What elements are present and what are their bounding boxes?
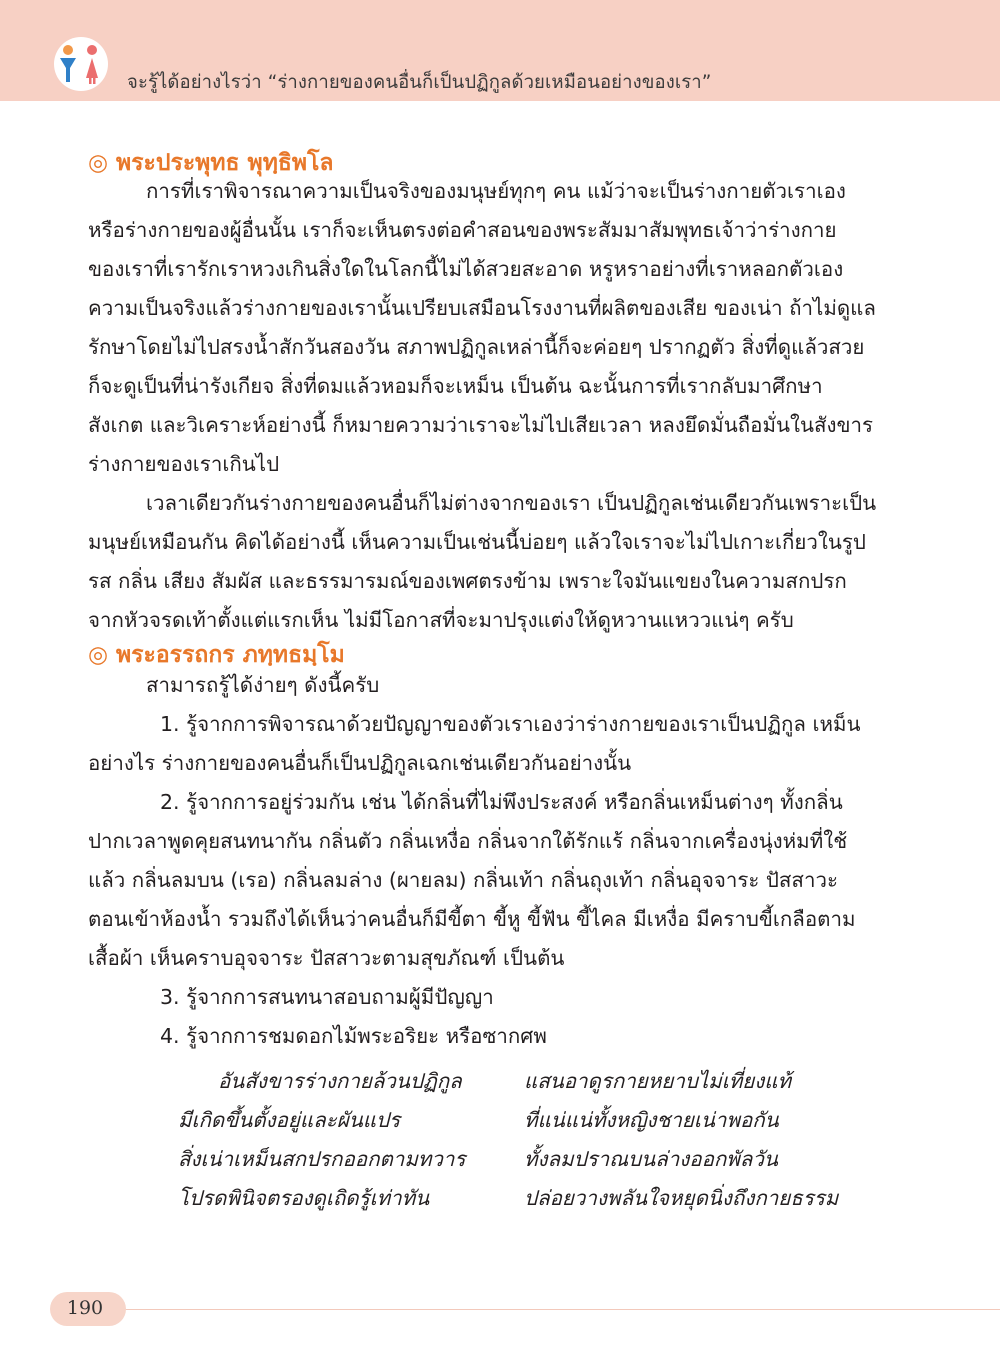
page-number: 190 [66,1297,104,1319]
paragraph-line: รักษาโดยไม่ไปสรงน้ำสักวันสองวัน สภาพปฏิกูลเหล่านี้ก็จะค่อยๆ ปรากฏตัว สิ่งที่ดูแล้วสวย [88,335,865,359]
paragraph-line: อย่างไร ร่างกายของคนอื่นก็เป็นปฏิกูลเฉกเช่นเดียวกันอย่างนั้น [88,751,632,775]
poem-line-left: มีเกิดขึ้นตั้งอยู่และผันแปร [178,1108,400,1132]
section-bullet: ◎ [88,642,109,668]
poem-line-right: ทั้งลมปราณบนล่างออกพัลวัน [524,1147,778,1171]
paragraph-line: ของเราที่เรารักเราหวงเกินสิ่งใดในโลกนี้ไม่ได้สวยสะอาด หรูหราอย่างที่เราหลอกตัวเอง [88,257,844,281]
paragraph-line: ปากเวลาพูดคุยสนทนากัน กลิ่นตัว กลิ่นเหงื่อ กลิ่นจากใต้รักแร้ กลิ่นจากเครื่องนุ่งห่มที่ใช้ [88,829,848,853]
poem-line-left: อันสังขารร่างกายล้วนปฏิกูล [218,1069,462,1093]
header-title: จะรู้ได้อย่างไรว่า “ร่างกายของคนอื่นก็เป็นปฏิกูลด้วยเหมือนอย่างของเรา” [127,72,712,93]
poem-line-left: โปรดพินิจตรองดูเถิดรู้เท่าทัน [178,1186,430,1210]
paragraph-line: จากหัวจรดเท้าตั้งแต่แรกเห็น ไม่มีโอกาสที่จะมาปรุงแต่งให้ดูหวานแหววแน่ๆ ครับ [88,608,794,632]
list-item: 3. รู้จากการสนทนาสอบถามผู้มีปัญญา [160,985,494,1009]
paragraph-line: สามารถรู้ได้ง่ายๆ ดังนี้ครับ [146,673,380,697]
paragraph-line: มนุษย์เหมือนกัน คิดได้อย่างนี้ เห็นความเป็นเช่นนี้บ่อยๆ แล้วใจเราจะไม่ไปเกาะเกี่ยวในรูป [88,530,866,554]
section-bullet: ◎ [88,150,109,176]
two-people-icon [48,36,114,92]
paragraph-line: เสื้อผ้า เห็นคราบอุจจาระ ปัสสาวะตามสุขภัณฑ์ เป็นต้น [88,946,565,970]
list-item: 4. รู้จากการชมดอกไม้พระอริยะ หรือซากศพ [160,1024,547,1048]
footer-rule [120,1309,1000,1310]
poem-line-right: แสนอาดูรกายหยาบไม่เที่ยงแท้ [524,1069,791,1093]
paragraph-line: ตอนเข้าห้องน้ำ รวมถึงได้เห็นว่าคนอื่นก็มีขี้ตา ขี้หู ขี้ฟัน ขี้ไคล มีเหงื่อ มีคราบขี้เกลือตาม [88,907,856,931]
section-heading [88,637,345,673]
paragraph-line: การที่เราพิจารณาความเป็นจริงของมนุษย์ทุกๆ คน แม้ว่าจะเป็นร่างกายตัวเราเอง [146,179,846,203]
paragraph-line: ก็จะดูเป็นที่น่ารังเกียจ สิ่งที่ดมแล้วหอมก็จะเหม็น เป็นต้น ฉะนั้นการที่เรากลับมาศึกษา [88,374,823,398]
section-heading [88,145,334,181]
poem-line-right: ที่แน่แน่ทั้งหญิงชายเน่าพอกัน [524,1108,779,1132]
poem-line-left: สิ่งเน่าเหม็นสกปรกออกตามทวาร [178,1147,466,1171]
paragraph-line: เวลาเดียวกันร่างกายของคนอื่นก็ไม่ต่างจากของเรา เป็นปฏิกูลเช่นเดียวกันเพราะเป็น [146,491,877,515]
paragraph-line: แล้ว กลิ่นลมบน (เรอ) กลิ่นลมล่าง (ผายลม) กลิ่นเท้า กลิ่นถุงเท้า กลิ่นอุจจาระ ปัสสาวะ [88,868,838,892]
paragraph-line: ความเป็นจริงแล้วร่างกายของเรานั้นเปรียบเสมือนโรงงานที่ผลิตของเสีย ของเน่า ถ้าไม่ดูแล [88,296,876,320]
paragraph-line: หรือร่างกายของผู้อื่นนั้น เราก็จะเห็นตรงต่อคำสอนของพระสัมมาสัมพุทธเจ้าว่าร่างกาย [88,218,837,242]
paragraph-line: ร่างกายของเราเกินไป [88,452,280,476]
section-heading-text: พระอรรถกร ภทฺทธมฺโม [116,642,345,668]
poem-line-right: ปล่อยวางพลันใจหยุดนิ่งถึงกายธรรม [524,1186,839,1210]
paragraph-line: รส กลิ่น เสียง สัมผัส และธรรมารมณ์ของเพศตรงข้าม เพราะใจมันแขยงในความสกปรก [88,569,847,593]
list-item: 2. รู้จากการอยู่ร่วมกัน เช่น ได้กลิ่นที่ไม่พึงประสงค์ หรือกลิ่นเหม็นต่างๆ ทั้งกลิ่น [160,790,843,814]
list-item: 1. รู้จากการพิจารณาด้วยปัญญาของตัวเราเองว่าร่างกายของเราเป็นปฏิกูล เหม็น [160,712,861,736]
paragraph-line: สังเกต และวิเคราะห์อย่างนี้ ก็หมายความว่าเราจะไม่ไปเสียเวลา หลงยึดมั่นถือมั่นในสังขาร [88,413,874,437]
section-heading-text: พระประพุทธ พุทฺธิพโล [116,150,334,176]
